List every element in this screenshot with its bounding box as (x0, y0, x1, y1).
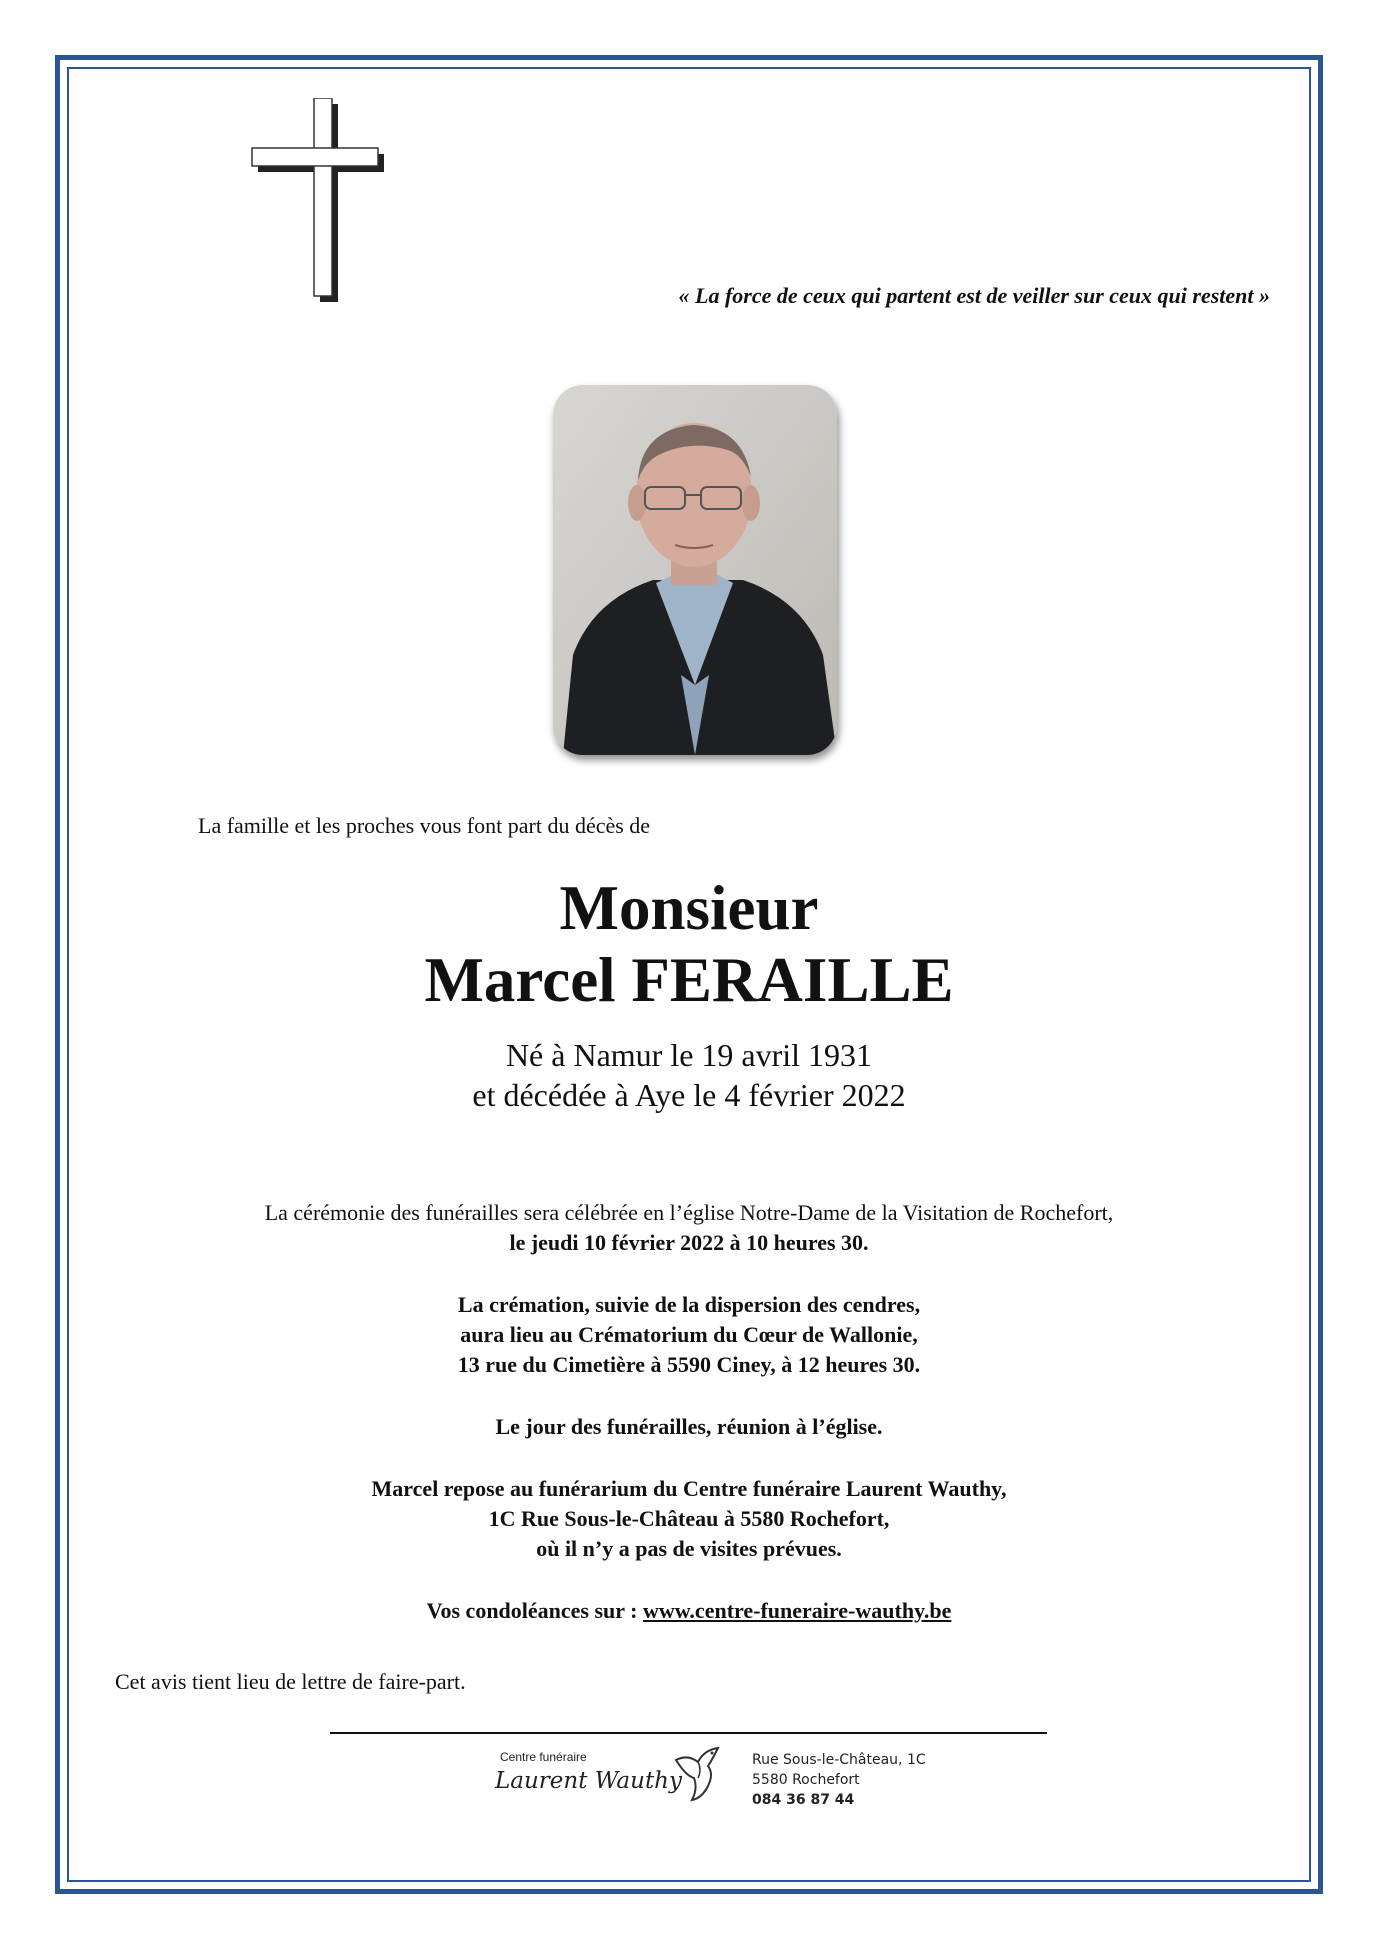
deceased-name: Marcel FERAILLE (424, 945, 954, 1015)
death-line: et décédée à Aye le 4 février 2022 (472, 1077, 906, 1113)
closing-text: Cet avis tient lieu de lettre de faire-part. (115, 1669, 466, 1694)
reunion-line: Le jour des funérailles, réunion à l’église. (495, 1414, 883, 1439)
condolences-link[interactable]: www.centre-funeraire-wauthy.be (642, 1598, 952, 1623)
quote-text: « La force de ceux qui partent est de veiller sur ceux qui restent » (678, 283, 1270, 308)
repose-line-3: où il n’y a pas de visites prévues. (536, 1536, 842, 1561)
intro-text: La famille et les proches vous font part du décès de (198, 813, 651, 838)
honorific: Monsieur (559, 873, 819, 943)
logo-small-text: Centre funéraire (500, 1750, 587, 1764)
cremation-line-1: La crémation, suivie de la dispersion des cendres, (457, 1292, 921, 1317)
cross-icon (250, 98, 385, 303)
footer-phone: 084 36 87 44 (752, 1792, 855, 1808)
footer-address-2: 5580 Rochefort (752, 1772, 860, 1788)
logo-script-text: Laurent Wauthy (495, 1768, 682, 1794)
ceremony-line-2: le jeudi 10 février 2022 à 10 heures 30. (509, 1230, 869, 1255)
cremation-line-3: 13 rue du Cimetière à 5590 Ciney, à 12 heures 30. (457, 1352, 921, 1377)
condolences-label: Vos condoléances sur : (426, 1598, 643, 1623)
footer-address-1: Rue Sous-le-Château, 1C (752, 1752, 926, 1768)
ceremony-line-1: La cérémonie des funérailles sera célébrée en l’église Notre-Dame de la Visitation de Rochefort, (264, 1200, 1114, 1225)
condolences-line (0, 1596, 1378, 1626)
cremation-line-2: aura lieu au Crématorium du Cœur de Wallonie, (460, 1322, 918, 1347)
birth-line: Né à Namur le 19 avril 1931 (505, 1037, 873, 1073)
repose-line-2: 1C Rue Sous-le-Château à 5580 Rochefort, (488, 1506, 890, 1531)
portrait-photo (553, 385, 837, 755)
footer-separator (330, 1732, 1047, 1734)
repose-line-1: Marcel repose au funérarium du Centre funéraire Laurent Wauthy, (371, 1476, 1007, 1501)
dove-logo-icon (668, 1740, 728, 1802)
